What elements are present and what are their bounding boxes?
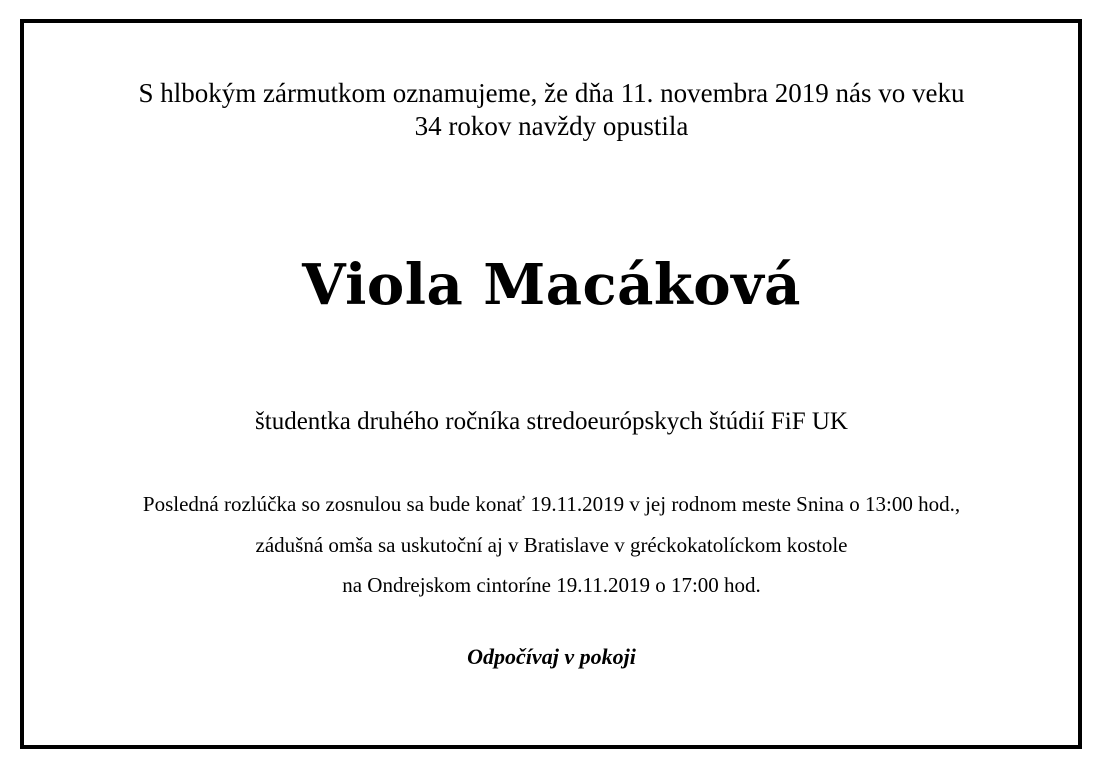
deceased-role: študentka druhého ročníka stredoeurópskych štúdií FiF UK [255,408,848,435]
intro-line-1: S hlbokým zármutkom oznamujeme, že dňa 11. novembra 2019 nás vo veku [138,78,965,108]
funeral-detail-line-1: Posledná rozlúčka so zosnulou sa bude konať 19.11.2019 v jej rodnom meste Snina o 13:00 hod., [142,492,961,516]
intro-line-2: 34 rokov navždy opustila [414,111,689,141]
closing-phrase: Odpočívaj v pokoji [467,644,636,669]
funeral-detail-line-3: na Ondrejskom cintoríne 19.11.2019 o 17:00 hod. [342,573,761,597]
deceased-name: Viola Macáková [302,252,801,318]
funeral-detail-line-2: zádušná omša sa uskutoční aj v Bratislave v gréckokatolíckom kostole [255,533,848,557]
